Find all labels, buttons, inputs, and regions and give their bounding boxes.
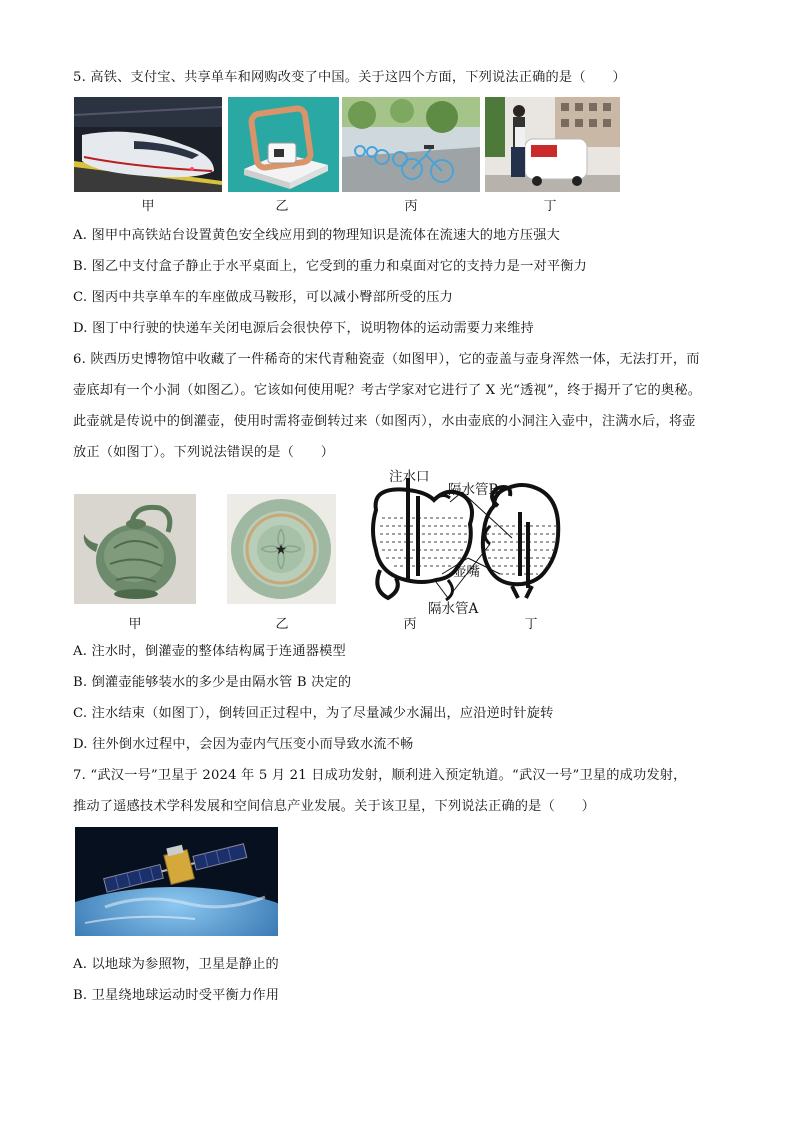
q5-option-c: C. 图丙中共享单车的车座做成马鞍形，可以减小臀部所受的压力 bbox=[73, 290, 454, 305]
q6-stem-line-4: 放正（如图丁）。下列说法错误的是（ ） bbox=[73, 445, 335, 460]
q7-option-b: B. 卫星绕地球运动时受平衡力作用 bbox=[73, 988, 280, 1003]
delivery-vehicle-photo bbox=[485, 97, 620, 192]
q6-stem-line-3: 此壶就是传说中的倒灌壶，使用时需将壶倒转过来（如图丙），水由壶底的小洞注入壶中，注满水后，将壶 bbox=[73, 414, 696, 429]
q6-option-b: B. 倒灌壶能够装水的多少是由隔水管 B 决定的 bbox=[73, 675, 352, 690]
high-speed-train-photo bbox=[74, 97, 222, 192]
q7-stem-line-1: 7. “武汉一号”卫星于 2024 年 5 月 21 日成功发射，顺利进入预定轨道。“武汉一号”卫星的成功发射， bbox=[73, 768, 687, 783]
svg-text:★: ★ bbox=[274, 542, 288, 558]
q5-caption-yi: 乙 bbox=[275, 199, 289, 214]
q6-option-c: C. 注水结束（如图丁），倒转回正过程中，为了尽量减少水漏出，应沿逆时针旋转 bbox=[73, 706, 554, 721]
q6-caption-bing: 丙 bbox=[403, 617, 417, 632]
celadon-pot-photo bbox=[74, 494, 196, 604]
q5-option-a: A. 图甲中高铁站台设置黄色安全线应用到的物理知识是流体在流速大的地方压强大 bbox=[73, 228, 561, 243]
tube-a-label: 隔水管A bbox=[428, 601, 479, 617]
q5-caption-ding: 丁 bbox=[543, 199, 557, 214]
q6-option-a: A. 注水时，倒灌壶的整体结构属于连通器模型 bbox=[73, 644, 346, 659]
inlet-label: 注水口 bbox=[389, 469, 430, 485]
upright-pot-figure bbox=[483, 485, 558, 598]
shared-bikes-photo bbox=[342, 97, 480, 192]
q6-caption-ding: 丁 bbox=[524, 617, 538, 632]
q7-stem-line-2: 推动了遥感技术学科发展和空间信息产业发展。关于该卫星，下列说法正确的是（ ） bbox=[73, 799, 596, 814]
q5-caption-jia: 甲 bbox=[141, 199, 155, 214]
tube-b-label: 隔水管B bbox=[448, 482, 499, 498]
satellite-photo bbox=[75, 827, 278, 936]
q5-option-b: B. 图乙中支付盒子静止于水平桌面上，它受到的重力和桌面对它的支持力是一对平衡力 bbox=[73, 259, 588, 274]
q5-stem: 5. 高铁、支付宝、共享单车和网购改变了中国。关于这四个方面，下列说法正确的是（ ） bbox=[73, 70, 626, 85]
q6-stem-line-1: 6. 陕西历史博物馆中收藏了一件稀奇的宋代青釉瓷壶（如图甲），它的壶盖与壶身浑然一体，无法打开，而 bbox=[73, 352, 700, 367]
q6-option-d: D. 往外倒水过程中，会因为壶内气压变小而导致水流不畅 bbox=[73, 737, 414, 752]
spout-label: 壶嘴 bbox=[453, 564, 480, 580]
q6-caption-jia: 甲 bbox=[128, 617, 142, 632]
q6-stem-line-2: 壶底却有一个小洞（如图乙）。它该如何使用呢？考古学家对它进行了 X 光“透视”，终于揭开了它的奥秘。 bbox=[73, 383, 702, 398]
pot-bottom-photo bbox=[227, 494, 336, 604]
payment-box-photo bbox=[228, 97, 339, 192]
q5-caption-bing: 丙 bbox=[404, 199, 418, 214]
q6-caption-yi: 乙 bbox=[275, 617, 289, 632]
q7-option-a: A. 以地球为参照物，卫星是静止的 bbox=[73, 957, 279, 972]
q5-option-d: D. 图丁中行驶的快递车关闭电源后会很快停下，说明物体的运动需要力来维持 bbox=[73, 321, 534, 336]
